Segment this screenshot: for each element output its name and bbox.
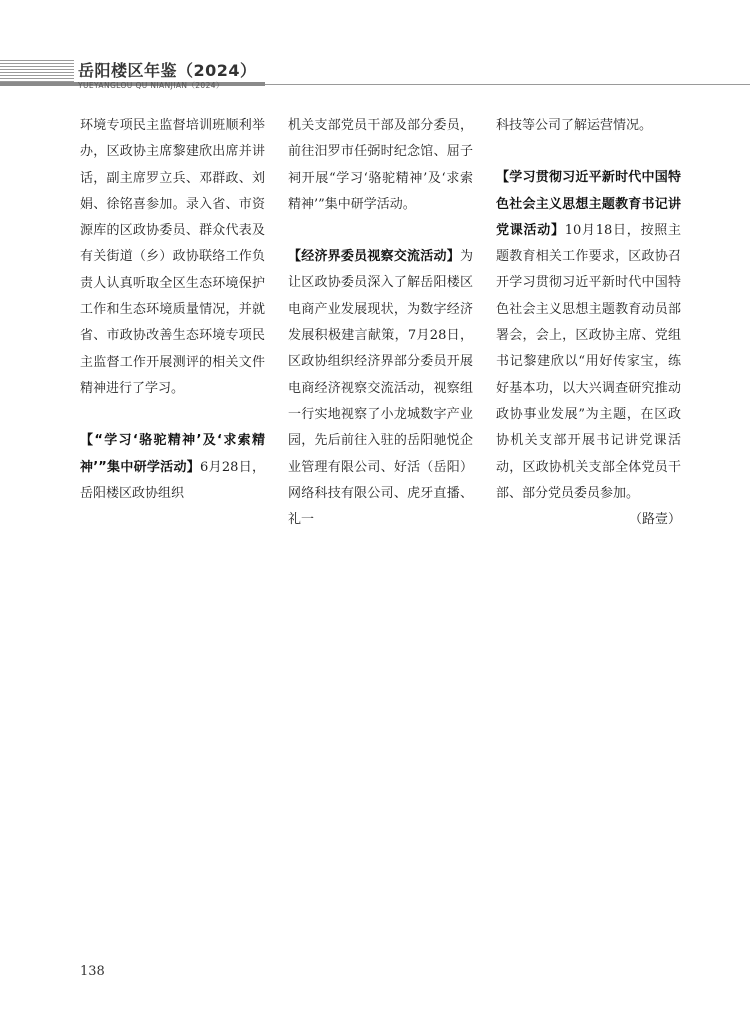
running-header <box>0 58 750 98</box>
header-title: 岳阳楼区年鉴（2024） <box>78 61 257 80</box>
section-paragraph <box>496 165 681 507</box>
section-paragraph <box>80 428 265 507</box>
header-subtitle: YUEYANGLOU QU NIANJIAN（2024） <box>78 81 224 90</box>
section-heading: 【“学习‘骆驼精神’及‘求索精神’”集中研学活动】 <box>80 433 265 475</box>
paragraph-text: 为让区政协委员深入了解岳阳楼区电商产业发展现状，为数字经济发展积极建言献策，7月28日，区政协组织经济界部分委员开展电商经济视察交流活动，视察组一行实地视察了小龙城数字产业园，先后前往入驻的岳阳驰悦企业管理有限公司、好活（岳阳）网络科技有限公司、虎牙直播、礼一 <box>288 249 473 528</box>
header-rule <box>265 84 750 85</box>
column-3 <box>496 113 681 533</box>
paragraph: 环境专项民主监督培训班顺利举办，区政协主席黎建欣出席并讲话，副主席罗立兵、邓群政、刘娟、徐铭喜参加。录入省、市资源库的区政协委员、群众代表及有关街道（乡）政协联络工作负责人认真听取全区生态环境保护工作和生态环境质量情况，并就省、市政协改善生态环境专项民主监督工作开展测评的相关文件精神进行了学习。 <box>80 118 265 396</box>
section-paragraph <box>288 244 473 533</box>
paragraph: 科技等公司了解运营情况。 <box>496 118 653 133</box>
header-stripes <box>0 60 74 82</box>
page-number: 138 <box>80 964 105 979</box>
paragraph-text: 6月28日，岳阳楼区政协组织 <box>80 459 265 501</box>
author-signature: （路壹） <box>628 512 681 528</box>
paragraph: 机关支部党员干部及部分委员，前往汨罗市任弼时纪念馆、屈子祠开展“学习‘骆驼精神’及‘求索精神’”集中研学活动。 <box>288 118 473 212</box>
column-1 <box>80 113 265 507</box>
section-heading: 【学习贯彻习近平新时代中国特色社会主义思想主题教育书记讲党课活动】 <box>496 170 681 238</box>
paragraph-text: 10月18日，按照主题教育相关工作要求，区政协召开学习贯彻习近平新时代中国特色社会主义思想主题教育动员部署会，会上，区政协主席、党组书记黎建欣以“用好传家宝，练好基本功，以大兴调查研究推动政协事业发展”为主题，在区政协机关支部开展书记讲党课活动，区政协机关支部全体党员干部、部分党员委员参加。 <box>496 222 681 501</box>
section-heading: 【经济界委员视察交流活动】 <box>288 249 460 265</box>
column-2 <box>288 113 473 533</box>
